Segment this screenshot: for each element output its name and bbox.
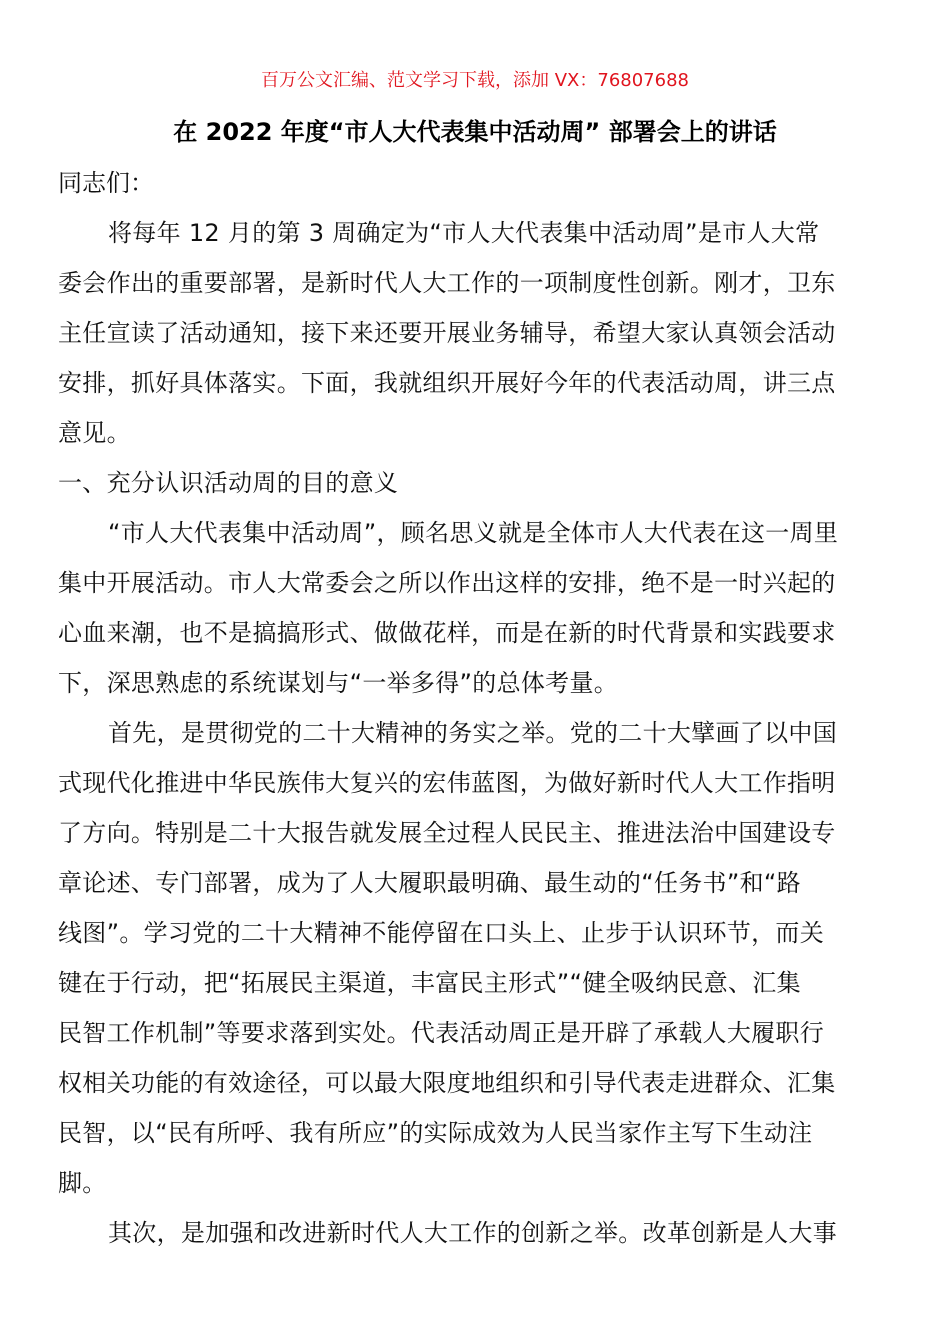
- text-line: 下，深思熟虑的系统谋划与“一举多得”的总体考量。: [58, 669, 619, 697]
- text-line: 意见。: [58, 419, 131, 447]
- text-line: 委会作出的重要部署，是新时代人大工作的一项制度性创新。刚才，卫东: [58, 269, 836, 297]
- text-line: 式现代化推进中华民族伟大复兴的宏伟蓝图，为做好新时代人大工作指明: [58, 769, 836, 797]
- text-line: 键在于行动，把“拓展民主渠道，丰富民主形式”“健全吸纳民意、汇集: [58, 969, 801, 997]
- section-heading: 一、充分认识活动周的目的意义: [58, 469, 399, 497]
- text-line: 心血来潮，也不是搞搞形式、做做花样，而是在新的时代背景和实践要求: [58, 619, 836, 647]
- text-line: 脚。: [58, 1169, 107, 1197]
- text-line: 首先，是贯彻党的二十大精神的务实之举。党的二十大擘画了以中国: [108, 719, 837, 747]
- text-line: 主任宣读了活动通知，接下来还要开展业务辅导，希望大家认真领会活动: [58, 319, 836, 347]
- text-line: 民智工作机制”等要求落到实处。代表活动周正是开辟了承载人大履职行: [58, 1019, 825, 1047]
- text-line: 民智，以“民有所呼、我有所应”的实际成效为人民当家作主写下生动注: [58, 1119, 813, 1147]
- text-line: 其次，是加强和改进新时代人大工作的创新之举。改革创新是人大事: [108, 1219, 837, 1247]
- text-line: “市人大代表集中活动周”，顾名思义就是全体市人大代表在这一周里: [108, 519, 839, 547]
- paragraph-lines: [58, 208, 878, 1258]
- document-body: [58, 158, 878, 1258]
- text-line: 权相关功能的有效途径，可以最大限度地组织和引导代表走进群众、汇集: [58, 1069, 836, 1097]
- text-line: 章论述、专门部署，成为了人大履职最明确、最生动的“任务书”和“路: [58, 869, 801, 897]
- watermark-header-note: 百万公文汇编、范文学习下载，添加 VX：76807688: [261, 70, 689, 91]
- text-line: 安排，抓好具体落实。下面，我就组织开展好今年的代表活动周，讲三点: [58, 369, 836, 397]
- text-line: 线图”。学习党的二十大精神不能停留在口头上、止步于认识环节，而关: [58, 919, 825, 947]
- greeting: 同志们：: [58, 169, 154, 197]
- text-line: 将每年 12 月的第 3 周确定为“市人大代表集中活动周”是市人大常: [108, 219, 820, 247]
- text-line: 了方向。特别是二十大报告就发展全过程人民民主、推进法治中国建设专: [58, 819, 836, 847]
- document-title: 在 2022 年度“市人大代表集中活动周” 部署会上的讲话: [173, 118, 777, 146]
- text-line: 集中开展活动。市人大常委会之所以作出这样的安排，绝不是一时兴起的: [58, 569, 836, 597]
